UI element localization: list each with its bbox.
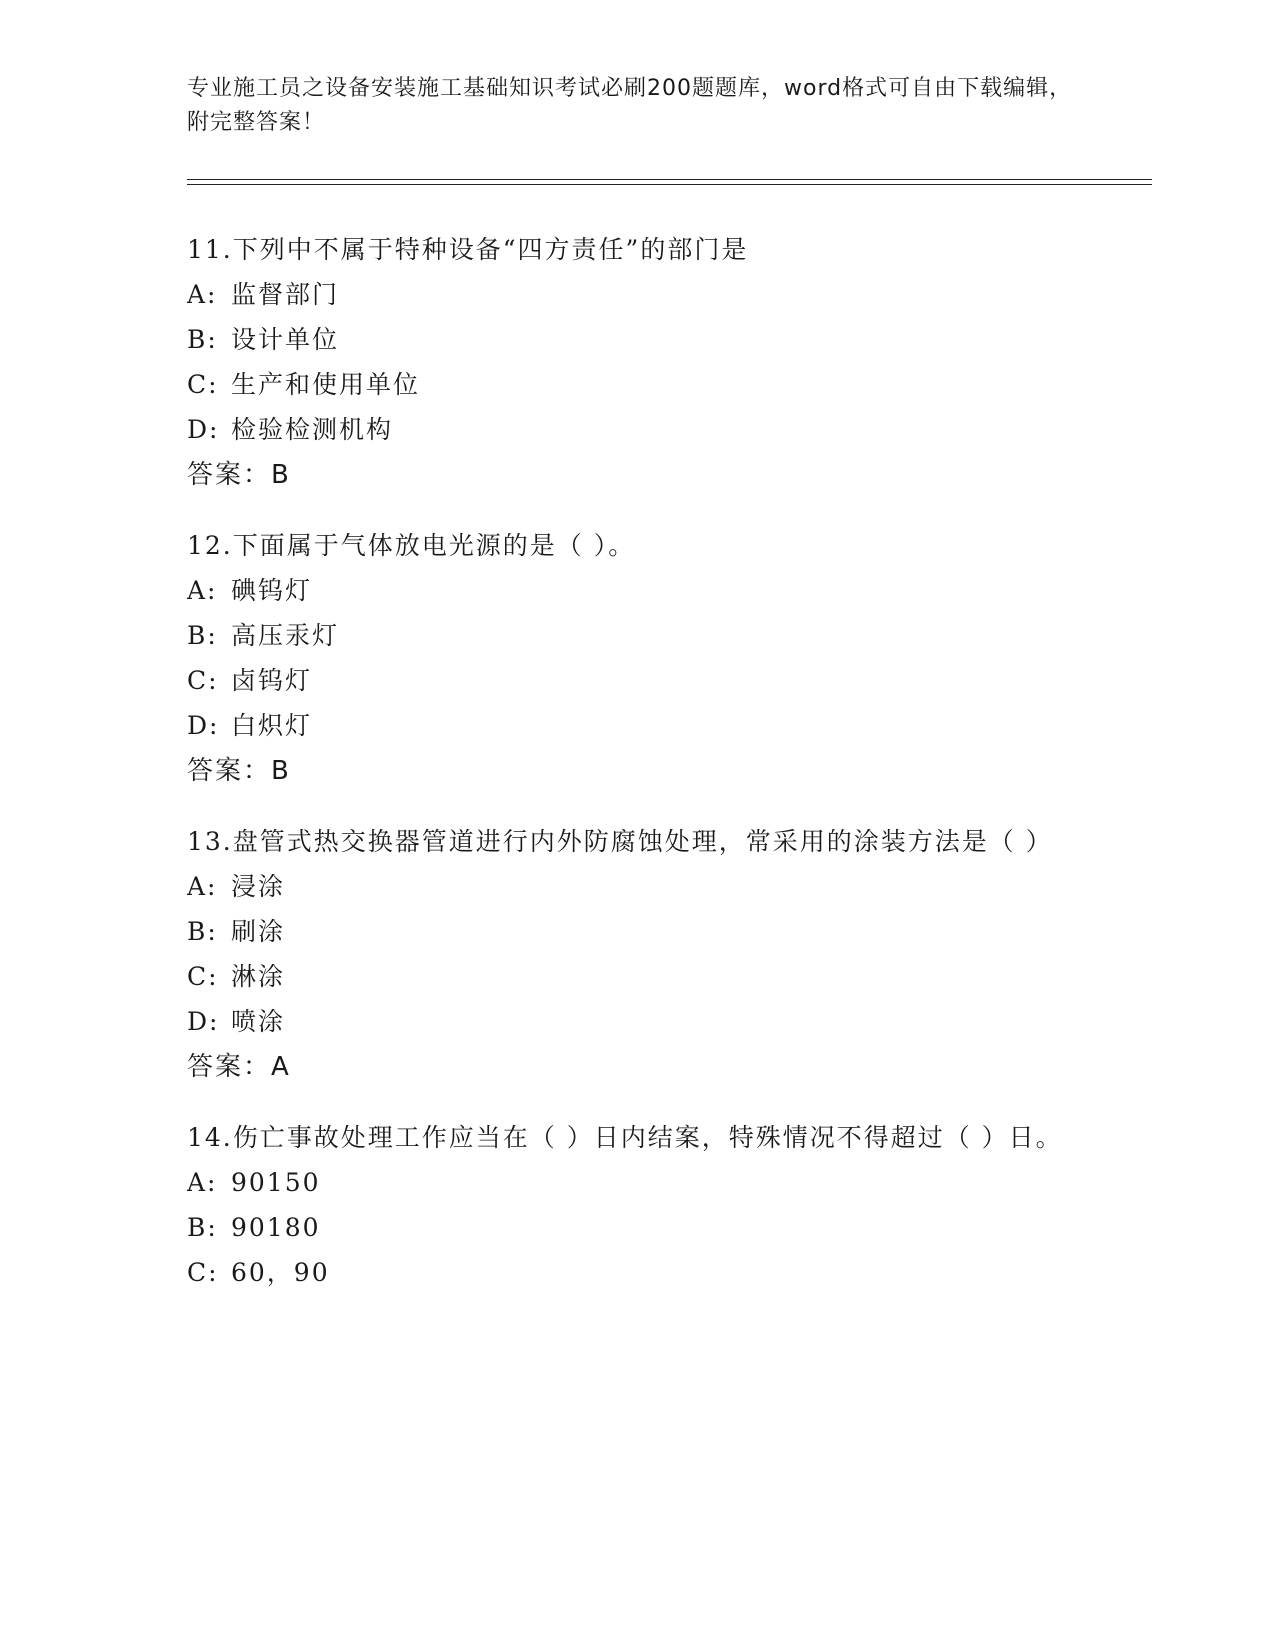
question-stem: 12.下面属于气体放电光源的是（ ）。 xyxy=(187,531,636,560)
question-stem: 13.盘管式热交换器管道进行内外防腐蚀处理，常采用的涂装方法是（ ） xyxy=(187,827,1053,856)
option-text: 90180 xyxy=(231,1213,321,1242)
option-b xyxy=(187,1211,1107,1256)
question-13 xyxy=(187,825,1107,1095)
answer-line: 答案：A xyxy=(187,1052,291,1082)
option-key: C: xyxy=(187,370,219,399)
option-key: B: xyxy=(187,325,218,354)
option-key: D: xyxy=(187,415,220,444)
option-a xyxy=(187,870,1107,915)
option-key: D: xyxy=(187,711,220,740)
option-d xyxy=(187,413,1107,458)
option-key: A: xyxy=(187,280,218,309)
option-d xyxy=(187,709,1107,754)
option-key: B: xyxy=(187,621,218,650)
document-header: 专业施工员之设备安装施工基础知识考试必刷200题题库，word格式可自由下载编辑，附完整答案！ xyxy=(187,76,1073,135)
option-key: B: xyxy=(187,917,218,946)
option-key: A: xyxy=(187,872,218,901)
option-a xyxy=(187,574,1107,619)
option-c xyxy=(187,664,1107,709)
question-11 xyxy=(187,233,1107,503)
option-text: 刷涂 xyxy=(231,917,286,946)
option-d xyxy=(187,1005,1107,1050)
option-text: 高压汞灯 xyxy=(231,621,340,650)
option-key: C: xyxy=(187,962,219,991)
option-key: D: xyxy=(187,1007,220,1036)
question-14 xyxy=(187,1121,1107,1301)
option-text: 60，90 xyxy=(231,1258,330,1287)
option-text: 生产和使用单位 xyxy=(231,370,421,399)
option-text: 监督部门 xyxy=(231,280,340,309)
option-b xyxy=(187,915,1107,960)
question-stem: 14.伤亡事故处理工作应当在（ ）日内结案，特殊情况不得超过（ ）日。 xyxy=(187,1123,1063,1152)
option-c xyxy=(187,960,1107,1005)
option-text: 检验检测机构 xyxy=(231,415,394,444)
option-key: A: xyxy=(187,576,218,605)
option-b xyxy=(187,619,1107,664)
answer-line: 答案：B xyxy=(187,460,291,490)
header-divider-bottom xyxy=(187,184,1152,185)
option-key: C: xyxy=(187,666,219,695)
option-text: 浸涂 xyxy=(231,872,286,901)
answer-line: 答案：B xyxy=(187,756,291,786)
option-c xyxy=(187,1256,1107,1301)
option-a xyxy=(187,1166,1107,1211)
option-text: 白炽灯 xyxy=(231,711,313,740)
question-list xyxy=(187,233,1107,1327)
option-key: B: xyxy=(187,1213,218,1242)
option-key: C: xyxy=(187,1258,219,1287)
option-text: 淋涂 xyxy=(231,962,286,991)
header-divider-top xyxy=(187,179,1152,180)
option-c xyxy=(187,368,1107,413)
option-a xyxy=(187,278,1107,323)
option-text: 碘钨灯 xyxy=(231,576,313,605)
option-b xyxy=(187,323,1107,368)
question-12 xyxy=(187,529,1107,799)
option-text: 设计单位 xyxy=(231,325,340,354)
option-text: 卤钨灯 xyxy=(231,666,313,695)
option-text: 90150 xyxy=(231,1168,321,1197)
question-stem: 11.下列中不属于特种设备“四方责任”的部门是 xyxy=(187,235,749,264)
option-key: A: xyxy=(187,1168,218,1197)
option-text: 喷涂 xyxy=(231,1007,286,1036)
